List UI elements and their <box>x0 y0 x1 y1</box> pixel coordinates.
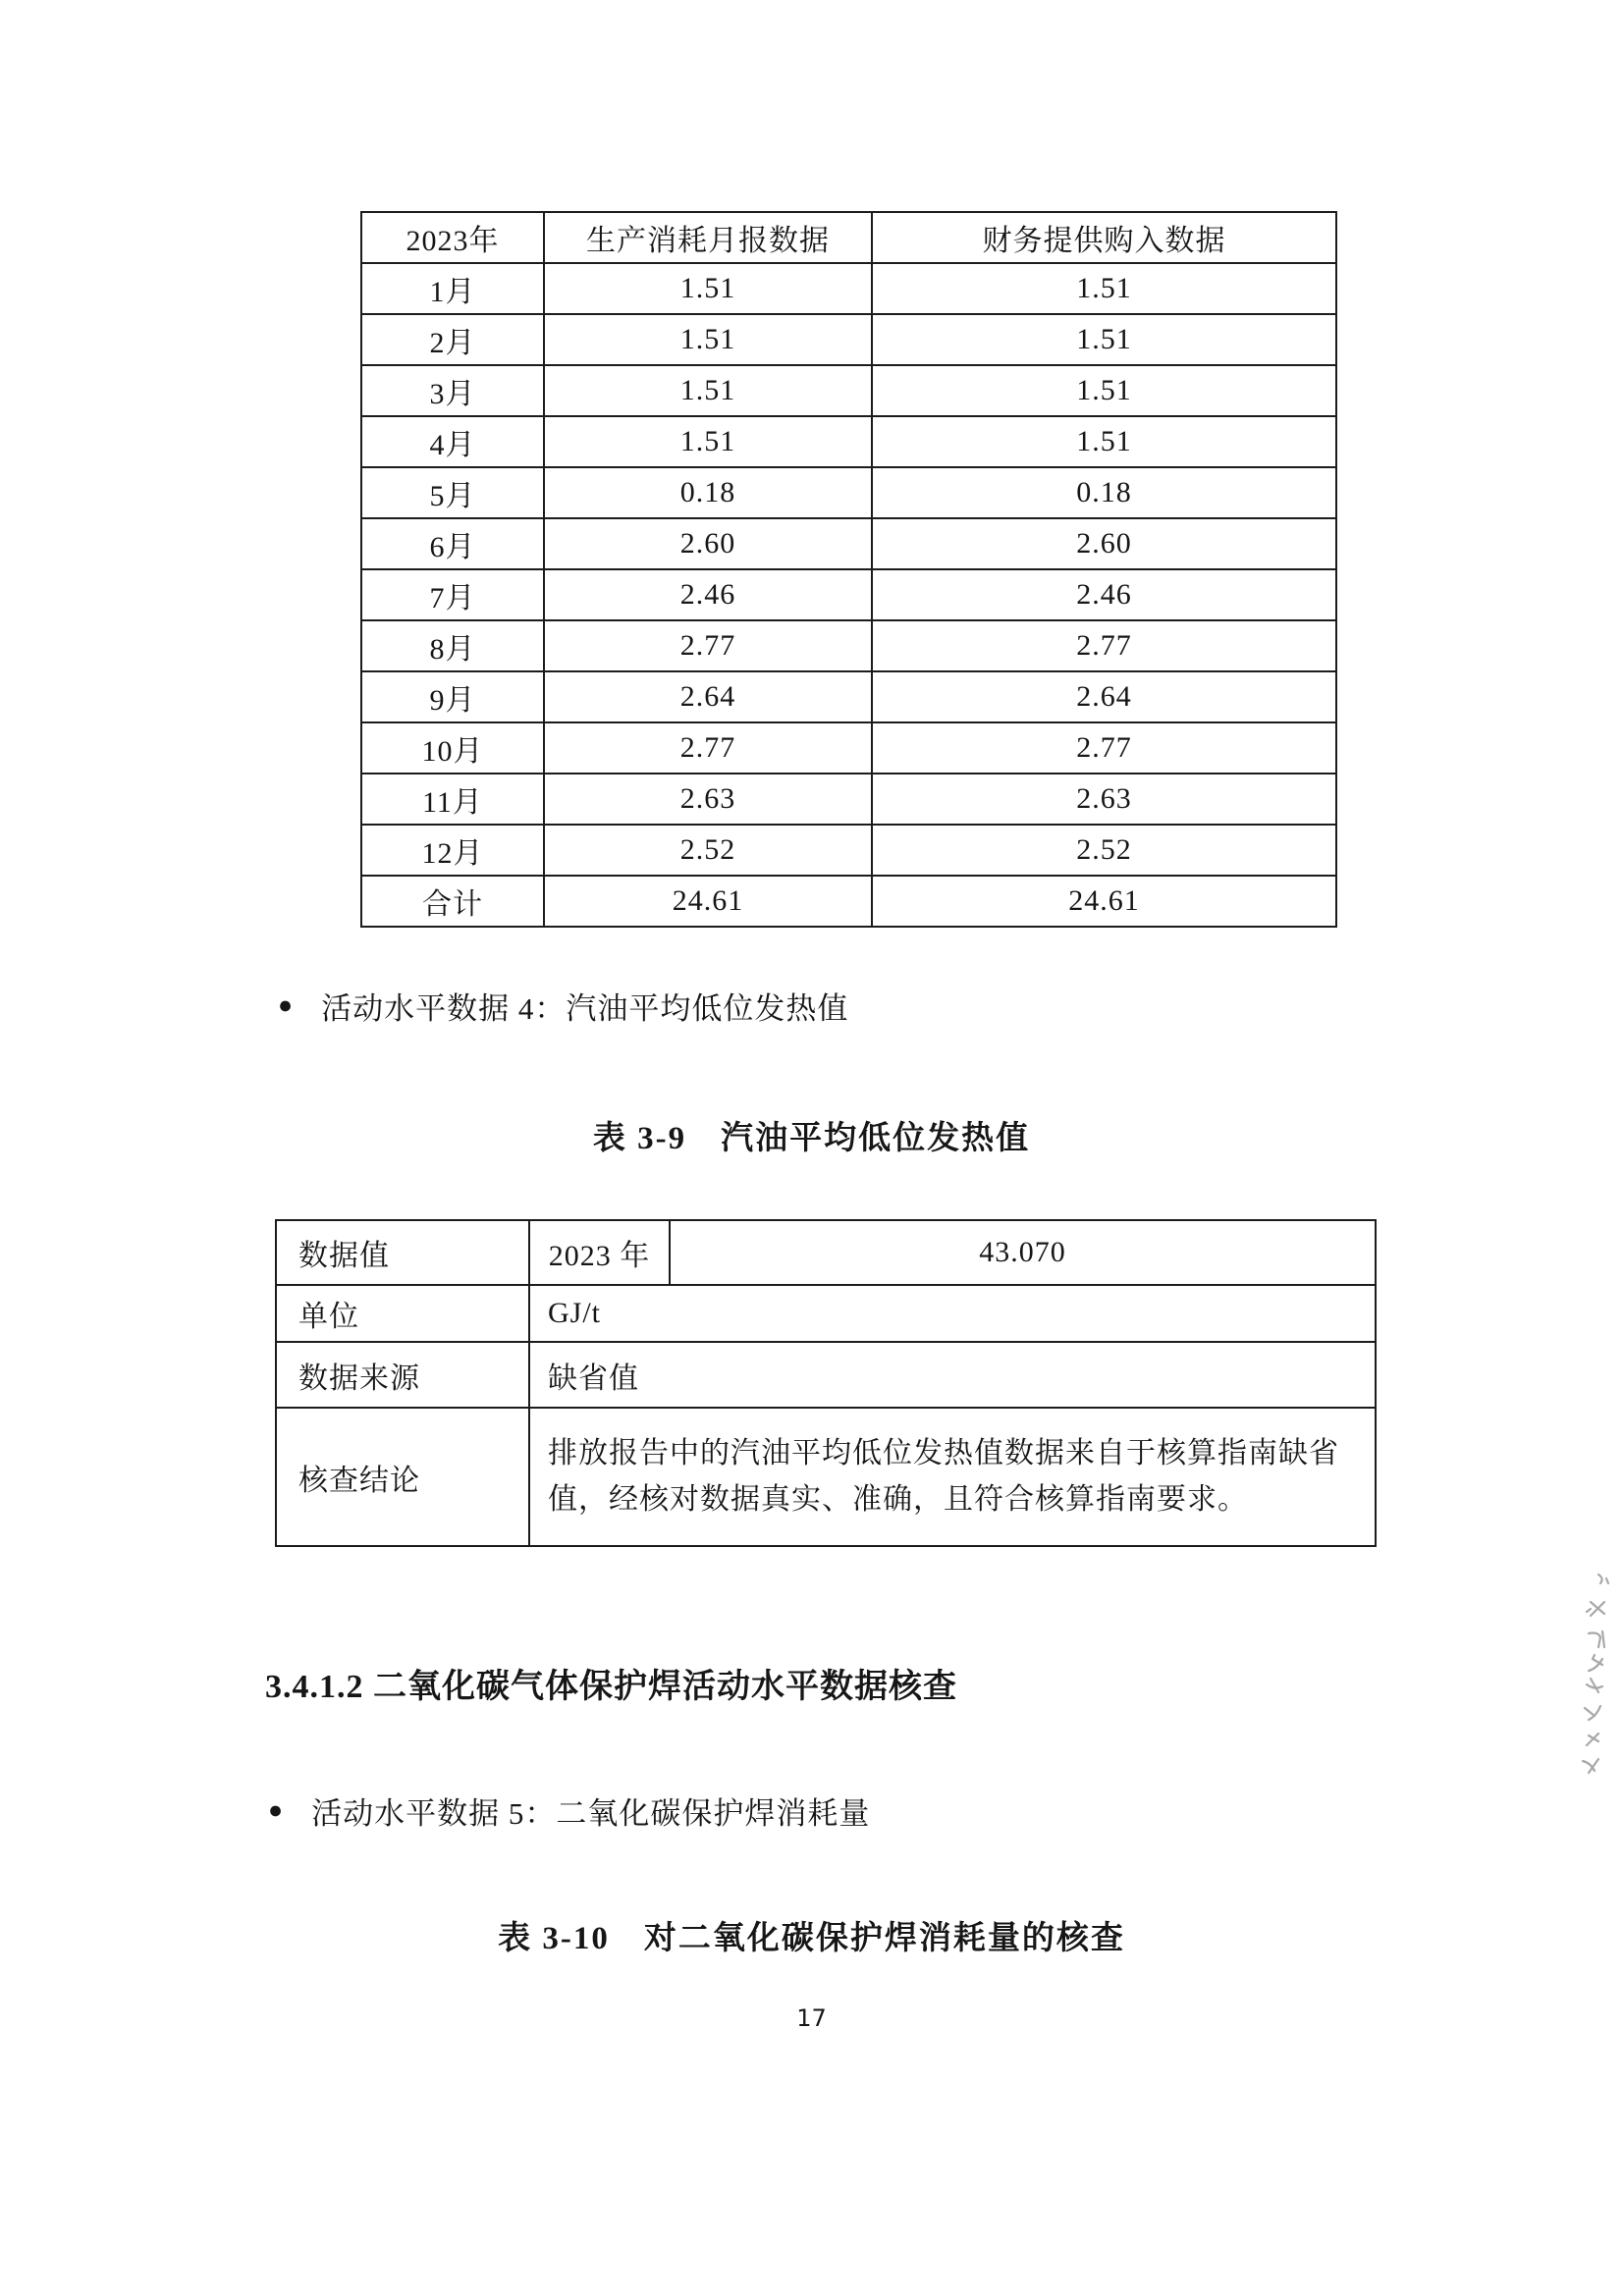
production-value-cell: 1.51 <box>544 263 872 314</box>
data-source-value-cell: 缺省值 <box>529 1342 1376 1408</box>
month-cell: 12月 <box>361 825 544 876</box>
table-row <box>361 365 1336 416</box>
month-cell: 4月 <box>361 416 544 467</box>
finance-value-cell: 1.51 <box>872 416 1336 467</box>
conclusion-text-cell: 排放报告中的汽油平均低位发热值数据来自于核算指南缺省值，经核对数据真实、准确，且符合核算指南要求。 <box>529 1408 1376 1546</box>
table-row <box>361 263 1336 314</box>
table-header-row <box>361 212 1336 263</box>
production-value-cell: 1.51 <box>544 314 872 365</box>
production-value-cell: 2.60 <box>544 518 872 569</box>
table-3-9-title: 表 3-9 汽油平均低位发热值 <box>592 1121 1031 1156</box>
production-value-cell: 2.77 <box>544 722 872 774</box>
margin-handwriting-marks <box>1567 1569 1616 1785</box>
activity-data-5-bullet <box>268 1789 870 1833</box>
production-report-column-header: 生产消耗月报数据 <box>544 212 872 263</box>
data-value-label-cell: 数据值 <box>276 1220 529 1285</box>
section-heading-3-4-1-2: 3.4.1.2 二氧化碳气体保护焊活动水平数据核查 <box>265 1669 957 1705</box>
table-row <box>361 569 1336 620</box>
month-cell: 10月 <box>361 722 544 774</box>
page-number: 17 <box>796 2004 827 2032</box>
table-3-9 <box>275 1219 1377 1547</box>
table-row <box>361 825 1336 876</box>
production-value-cell: 2.46 <box>544 569 872 620</box>
finance-value-cell: 2.46 <box>872 569 1336 620</box>
production-value-cell: 2.52 <box>544 825 872 876</box>
finance-value-cell: 24.61 <box>872 876 1336 927</box>
month-cell: 9月 <box>361 671 544 722</box>
production-value-cell: 2.64 <box>544 671 872 722</box>
production-value-cell: 2.63 <box>544 774 872 825</box>
month-cell: 2月 <box>361 314 544 365</box>
table-row <box>361 314 1336 365</box>
finance-value-cell: 2.64 <box>872 671 1336 722</box>
production-value-cell: 0.18 <box>544 467 872 518</box>
table-row <box>361 620 1336 671</box>
table-row <box>361 671 1336 722</box>
table-row <box>361 722 1336 774</box>
table-row <box>361 518 1336 569</box>
conclusion-row <box>276 1408 1376 1546</box>
unit-label-cell: 单位 <box>276 1285 529 1342</box>
unit-value-cell: GJ/t <box>529 1285 1376 1342</box>
production-value-cell: 2.77 <box>544 620 872 671</box>
finance-value-cell: 1.51 <box>872 365 1336 416</box>
table-row <box>361 416 1336 467</box>
production-value-cell: 1.51 <box>544 416 872 467</box>
monthly-consumption-table <box>360 211 1337 928</box>
month-cell: 5月 <box>361 467 544 518</box>
month-cell: 6月 <box>361 518 544 569</box>
table-3-10-title: 表 3-10 对二氧化碳保护焊消耗量的核查 <box>498 1921 1125 1956</box>
activity-data-4-bullet <box>278 984 848 1028</box>
bullet-icon: ● <box>268 1797 285 1824</box>
finance-value-cell: 1.51 <box>872 263 1336 314</box>
finance-value-cell: 2.77 <box>872 620 1336 671</box>
table-row <box>361 876 1336 927</box>
data-source-label-cell: 数据来源 <box>276 1342 529 1408</box>
month-cell: 11月 <box>361 774 544 825</box>
data-value-row <box>276 1220 1376 1285</box>
activity-data-5-text: 活动水平数据 5：二氧化碳保护焊消耗量 <box>311 1796 871 1831</box>
finance-value-cell: 2.77 <box>872 722 1336 774</box>
bullet-icon: ● <box>278 992 295 1019</box>
unit-row <box>276 1285 1376 1342</box>
heating-value-cell: 43.070 <box>670 1220 1376 1285</box>
month-cell: 合计 <box>361 876 544 927</box>
month-cell: 3月 <box>361 365 544 416</box>
month-cell: 1月 <box>361 263 544 314</box>
data-source-row <box>276 1342 1376 1408</box>
finance-value-cell: 2.63 <box>872 774 1336 825</box>
year-cell: 2023 年 <box>529 1220 670 1285</box>
finance-value-cell: 1.51 <box>872 314 1336 365</box>
activity-data-4-text: 活动水平数据 4：汽油平均低位发热值 <box>321 991 849 1026</box>
production-value-cell: 1.51 <box>544 365 872 416</box>
month-cell: 8月 <box>361 620 544 671</box>
table-row <box>361 467 1336 518</box>
table-row <box>361 774 1336 825</box>
finance-value-cell: 2.52 <box>872 825 1336 876</box>
production-value-cell: 24.61 <box>544 876 872 927</box>
finance-purchase-column-header: 财务提供购入数据 <box>872 212 1336 263</box>
year-column-header: 2023年 <box>361 212 544 263</box>
finance-value-cell: 0.18 <box>872 467 1336 518</box>
month-cell: 7月 <box>361 569 544 620</box>
conclusion-label-cell: 核查结论 <box>276 1408 529 1546</box>
finance-value-cell: 2.60 <box>872 518 1336 569</box>
